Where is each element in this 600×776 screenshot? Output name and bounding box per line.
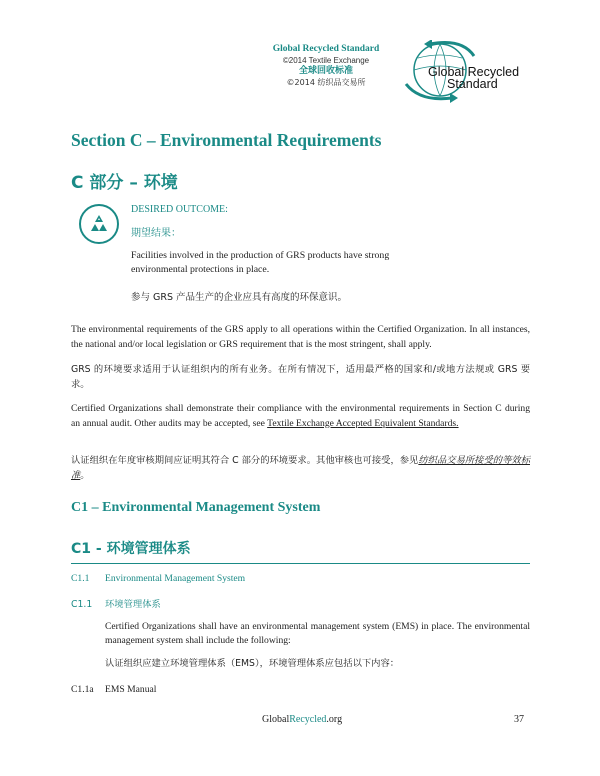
paragraph-scope-cn: GRS 的环境要求适用于认证组织内的所有业务。在所有情况下，适用最严格的国家和/或地方法规或 GRS 要求。 <box>71 364 530 390</box>
section-title: Section C – Environmental Requirements <box>71 130 382 150</box>
c1-title-cn: C1 - 环境管理体系 <box>71 541 191 557</box>
clause-number: C1.1 <box>71 573 90 584</box>
clause-label: Environmental Management System <box>105 573 246 584</box>
desired-outcome-text-cn: 参与 GRS 产品生产的企业应具有高度的环保意识。 <box>131 292 348 303</box>
logo-text-line1: Global Recycled <box>428 65 520 79</box>
clause-body-cn: 认证组织应建立环境管理体系（EMS），环境管理体系应包括以下内容： <box>105 658 400 669</box>
header-title-cn: 全球回收标准 <box>298 66 353 76</box>
equivalent-standards-link[interactable]: Textile Exchange Accepted Equivalent Standards. <box>267 417 459 429</box>
c1-title: C1 – Environmental Management System <box>71 500 321 515</box>
desired-outcome-label-cn: 期望结果： <box>131 228 181 239</box>
page-number: 37 <box>514 714 524 725</box>
clause-c1-1-cn <box>71 596 161 610</box>
paragraph-compliance-cn-text: 认证组织在年度审核期间应证明其符合 C 部分的环境要求。其他审核也可接受，参见 <box>71 455 419 466</box>
desired-outcome-text: Facilities involved in the production of GRS products have strong environmental protections in place. <box>131 250 390 275</box>
grs-logo <box>400 40 530 104</box>
paragraph-scope: The environmental requirements of the GRS apply to all operations within the Certified Organization. In all instances, the national and/or local legislation or GRS requirement that is the most stringent, shall apply. <box>71 324 530 350</box>
paragraph-compliance-cn <box>71 454 530 483</box>
header-block <box>226 44 426 88</box>
recycle-icon <box>79 204 119 244</box>
paragraph-end-cn: 。 <box>80 469 90 481</box>
header-copyright-cn: ©2014 纺织品交易所 <box>286 78 366 87</box>
logo-text-line2: Standard <box>447 77 498 91</box>
equivalent-standards-link-cn[interactable]: 纺织品交易所接受的等效标准 <box>71 456 530 481</box>
footer-site <box>262 714 342 725</box>
paragraph-compliance-text: Certified Organizations shall demonstrate their compliance with the environmental requirements in Section C during an annual audit. Other audits may be accepted, see <box>71 403 530 429</box>
clause-label: EMS Manual <box>105 684 157 695</box>
footer-site-a: Global <box>262 714 290 725</box>
section-title-cn: C 部分 – 环境 <box>71 173 178 193</box>
header-title: Global Recycled Standard <box>272 44 380 54</box>
divider <box>71 563 530 564</box>
paragraph-compliance <box>71 402 530 431</box>
clause-c1-1a <box>71 684 156 695</box>
footer-site-c: .org <box>326 714 343 725</box>
header-copyright: ©2014 Textile Exchange <box>282 56 370 65</box>
desired-outcome-label: DESIRED OUTCOME: <box>131 204 228 215</box>
clause-c1-1 <box>71 573 245 584</box>
clause-number: C1.1a <box>71 684 94 695</box>
clause-body: Certified Organizations shall have an environmental management system (EMS) in place. The environmental management system shall include the following: <box>105 621 530 646</box>
clause-number: C1.1 <box>71 599 93 610</box>
clause-label: 环境管理体系 <box>105 599 161 610</box>
footer-site-b: Recycled <box>289 714 327 725</box>
